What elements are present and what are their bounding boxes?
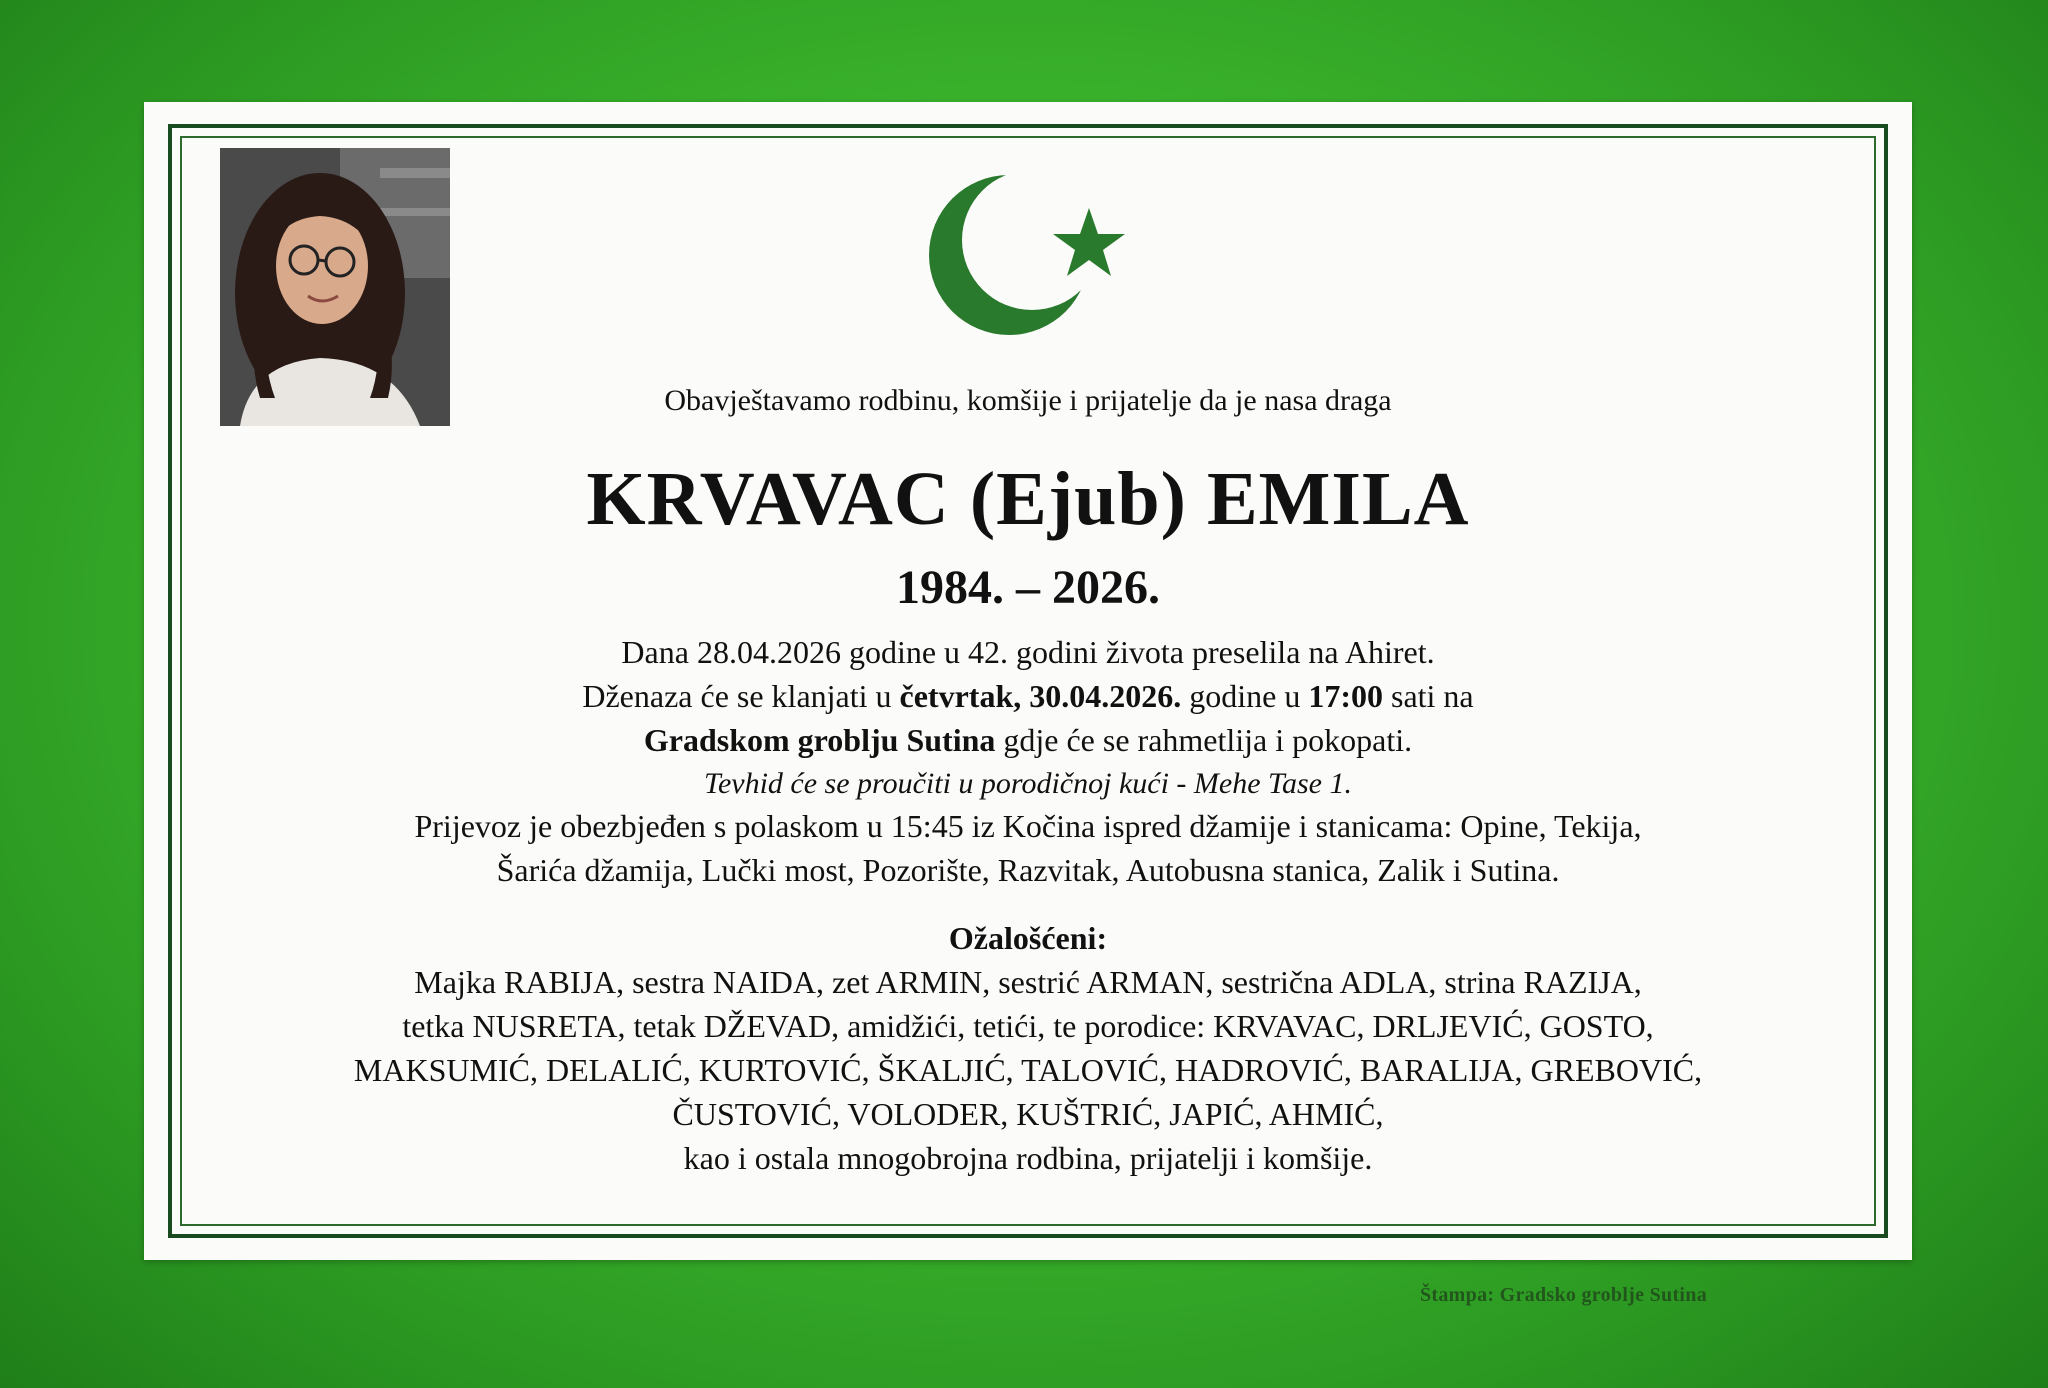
deceased-name: KRVAVAC (Ejub) EMILA [586, 457, 1470, 541]
burial-text: gdje će se rahmetlija i pokopati. [995, 722, 1413, 758]
tevhid-line: Tevhid će se proučiti u porodičnoj kući - Mehe Tase 1. [704, 767, 1352, 800]
funeral-text-a: Dženaza će se klanjati u [582, 678, 900, 714]
funeral-text-e: sati na [1382, 678, 1474, 714]
transport-line-1: Prijevoz je obezbjeđen s polaskom u 15:45 iz Kočina ispred džamije i stanicama: Opine, Tekija, [414, 808, 1642, 844]
death-date-line: Dana 28.04.2026 godine u 42. godini života preselila na Ahiret. [621, 634, 1435, 670]
mourners-line: kao i ostala mnogobrojna rodbina, prijatelji i komšije. [683, 1140, 1373, 1176]
burial-place-line [144, 718, 1912, 762]
mourners-line: tetka NUSRETA, tetak DŽEVAD, amidžići, tetići, te porodice: KRVAVAC, DRLJEVIĆ, GOSTO, [402, 1008, 1654, 1044]
mourners-line: Majka RABIJA, sestra NAIDA, zet ARMIN, sestrić ARMAN, sestrična ADLA, strina RAZIJA, [414, 964, 1642, 1000]
life-years: 1984. – 2026. [896, 561, 1160, 614]
obituary-paper [144, 102, 1912, 1260]
mourners-line: ČUSTOVIĆ, VOLODER, KUŠTRIĆ, JAPIĆ, AHMIĆ, [672, 1096, 1384, 1132]
crescent-star-icon [914, 160, 1144, 350]
funeral-text-c: godine u [1181, 678, 1309, 714]
funeral-date: četvrtak, 30.04.2026. [899, 678, 1182, 714]
transport-line-2: Šarića džamija, Lučki most, Pozorište, Razvitak, Autobusna stanica, Zalik i Sutina. [496, 852, 1560, 888]
printer-credit: Štampa: Gradsko groblje Sutina [1420, 1284, 1708, 1306]
cemetery-name: Gradskom groblju Sutina [643, 722, 996, 758]
funeral-time-line [144, 674, 1912, 718]
mourners-line: MAKSUMIĆ, DELALIĆ, KURTOVIĆ, ŠKALJIĆ, TALOVIĆ, HADROVIĆ, BARALIJA, GREBOVIĆ, [353, 1052, 1703, 1088]
mourners-title: Ožalošćeni: [948, 920, 1108, 956]
intro-text: Obavještavamo rodbinu, komšije i prijatelje da je nasa draga [664, 384, 1392, 417]
funeral-hour: 17:00 [1308, 678, 1383, 714]
